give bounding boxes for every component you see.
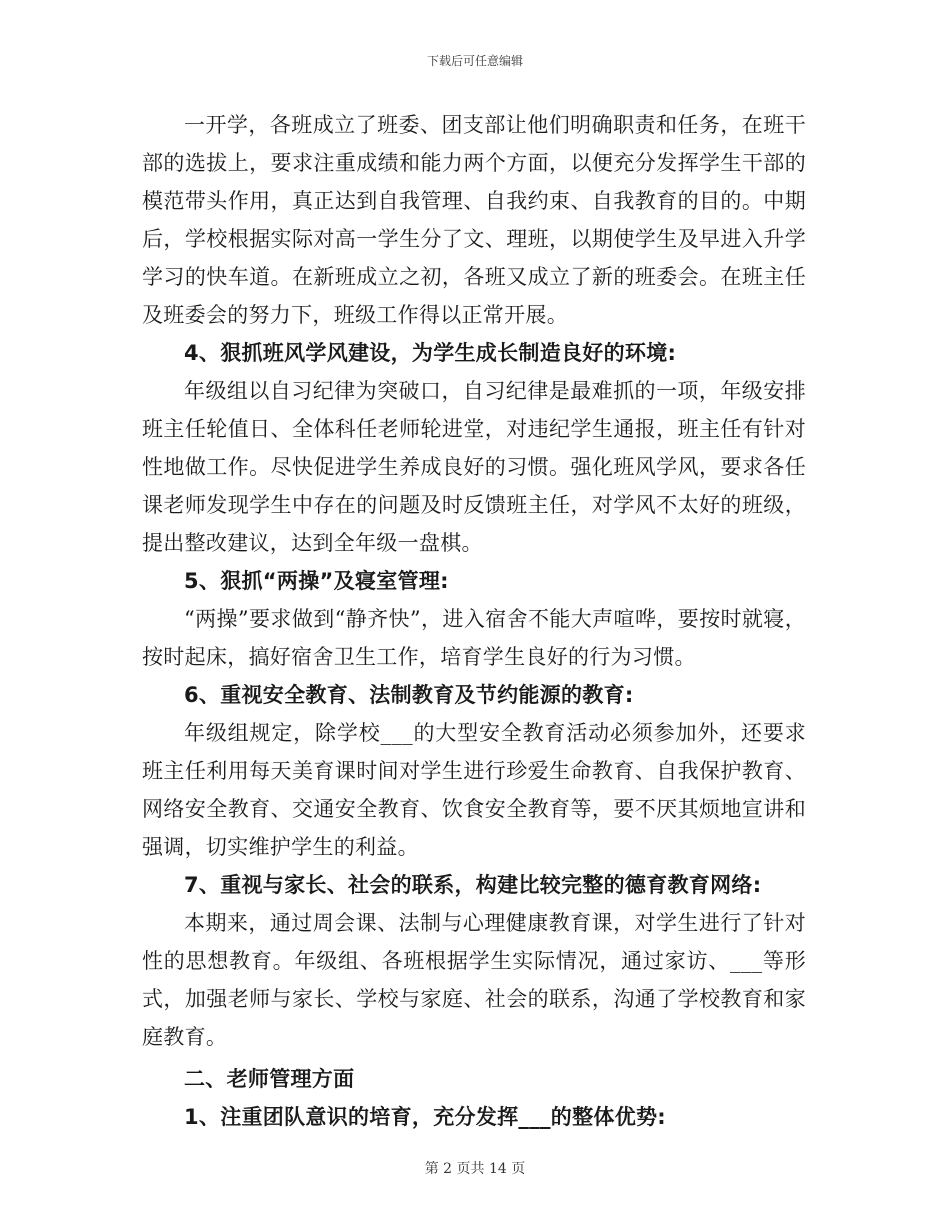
body-paragraph: 本期来，通过周会课、法制与心理健康教育课，对学生进行了针对性的思想教育。年级组、各班根据学生实际情况，通过家访、___等形式，加强老师与家长、学校与家庭、社会的联系，沟通了学校教育和家庭教育。 — [142, 911, 806, 1049]
page-header: 下载后可任意编辑 — [426, 54, 523, 68]
body-paragraph: 年级组以自习纪律为突破口，自习纪律是最难抓的一项，年级安排班主任轮值日、全体科任老师轮进堂，对违纪学生通报，班主任有针对性地做工作。尽快促进学生养成良好的习惯。强化班风学风，要求各任课老师发现学生中存在的问题及时反馈班主任，对学风不太好的班级，提出整改建议，达到全年级一盘棋。 — [142, 379, 806, 555]
body-paragraph: 一开学，各班成立了班委、团支部让他们明确职责和任务，在班干部的选拔上，要求注重成绩和能力两个方面，以便充分发挥学生干部的模范带头作用，真正达到自我管理、自我约束、自我教育的目的。中期后，学校根据实际对高一学生分了文、理班，以期使学生及早进入升学学习的快车道。在新班成立之初，各班又成立了新的班委会。在班主任及班委会的努力下，班级工作得以正常开展。 — [142, 113, 806, 327]
section-heading: 6、重视安全教育、法制教育及节约能源的教育: — [184, 683, 634, 707]
body-paragraph: 年级组规定，除学校___的大型安全教育活动必须参加外，还要求班主任利用每天美育课时间对学生进行珍爱生命教育、自我保护教育、网络安全教育、交通安全教育、饮食安全教育等，要不厌其烦地宣讲和强调，切实维护学生的利益。 — [142, 721, 806, 859]
section-heading: 5、狠抓“两操”及寝室管理: — [184, 569, 449, 593]
page-footer: 第 2 页共 14 页 — [424, 1161, 526, 1177]
body-paragraph: “两操”要求做到“静齐快”，进入宿舍不能大声喧哗，要按时就寝，按时起床，搞好宿舍卫生工作，培育学生良好的行为习惯。 — [142, 607, 806, 669]
section-heading: 1、注重团队意识的培育，充分发挥___的整体优势: — [184, 1105, 667, 1129]
document-body — [142, 106, 806, 1136]
section-heading: 4、狠抓班风学风建设，为学生成长制造良好的环境: — [184, 341, 677, 365]
section-heading: 7、重视与家长、社会的联系，构建比较完整的德育教育网络: — [184, 873, 762, 897]
chapter-heading: 二、老师管理方面 — [184, 1067, 355, 1091]
